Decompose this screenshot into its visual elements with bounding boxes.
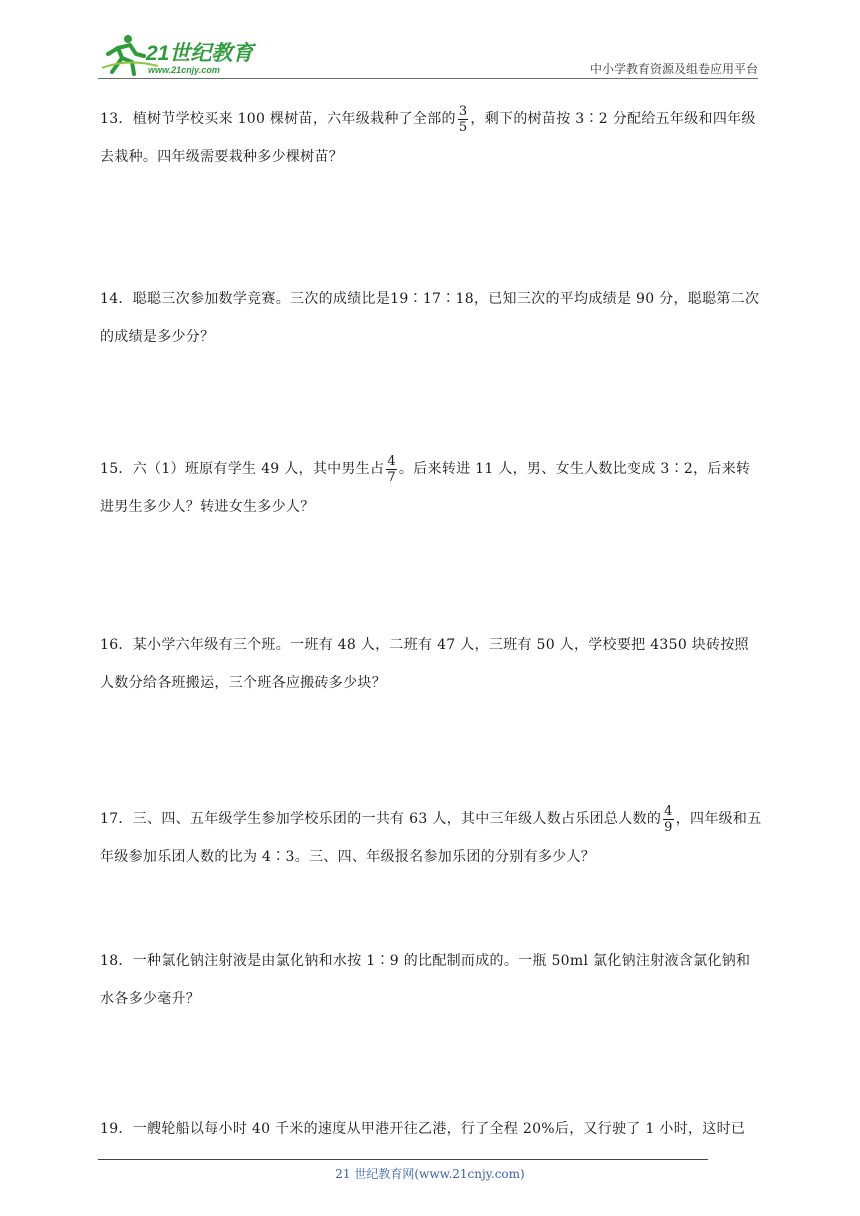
question-18 [100,942,762,1018]
fraction-denominator: 9 [664,819,673,835]
question-17 [100,800,762,876]
question-13 [100,100,762,176]
footer-divider [98,1159,708,1160]
question-text: 13．植树节学校买来 100 棵树苗，六年级栽种了全部的 [100,111,456,127]
question-text: 18．一种氯化钠注射液是由氯化钠和水按 1∶9 的比配制而成的。一瓶 50ml 氯化钠注射液含氯化钠和水各多少毫升？ [100,953,751,1007]
fraction-numerator: 3 [458,103,468,119]
question-text: 。后来转进 11 人，男、女生人数比变成 3∶2，后来转进男生多少人？转进女生多少人？ [100,461,751,515]
fraction-numerator: 4 [664,803,673,819]
question-15 [100,450,762,526]
fraction [386,454,397,485]
question-16 [100,626,762,702]
question-text: 15．六（1）班原有学生 49 人，其中男生占 [100,461,385,477]
fraction-denominator: 7 [387,469,396,485]
site-logo [98,32,268,78]
question-14 [100,280,762,356]
header-divider [98,78,758,79]
fraction [458,104,469,135]
question-text: 14．聪聪三次参加数学竞赛。三次的成绩比是19∶17∶18，已知三次的平均成绩是 90 分，聪聪第二次的成绩是多少分？ [100,291,760,345]
fraction [663,804,674,835]
question-text: 17．三、四、五年级学生参加学校乐团的一共有 63 人，其中三年级人数占乐团总人数的 [100,811,662,827]
logo-main-text: 21世纪教育 [146,42,254,65]
question-text: 19．一艘轮船以每小时 40 千米的速度从甲港开往乙港，行了全程 20%后，又行驶了 1 小时，这时已 [100,1121,746,1137]
footer-link[interactable]: 21 世纪教育网(www.21cnjy.com) [335,1167,525,1181]
site-name: 中小学教育资源及组卷应用平台 [589,62,758,76]
logo-url-text: www.21cnjy.com [148,65,220,75]
fraction-numerator: 4 [387,453,396,469]
question-19 [100,1110,762,1148]
fraction-denominator: 5 [458,119,468,135]
question-text: ，四年级和五年级参加乐团人数的比为 4∶3。三、四、年级报名参加乐团的分别有多少人？ [100,811,762,865]
page-header [98,32,758,78]
question-text: ，剩下的树苗按 3∶2 分配给五年级和四年级去栽种。四年级需要栽种多少棵树苗？ [100,111,756,165]
question-text: 16．某小学六年级有三个班。一班有 48 人，二班有 47 人，三班有 50 人，学校要把 4350 块砖按照人数分给各班搬运，三个班各应搬砖多少块？ [100,637,749,691]
